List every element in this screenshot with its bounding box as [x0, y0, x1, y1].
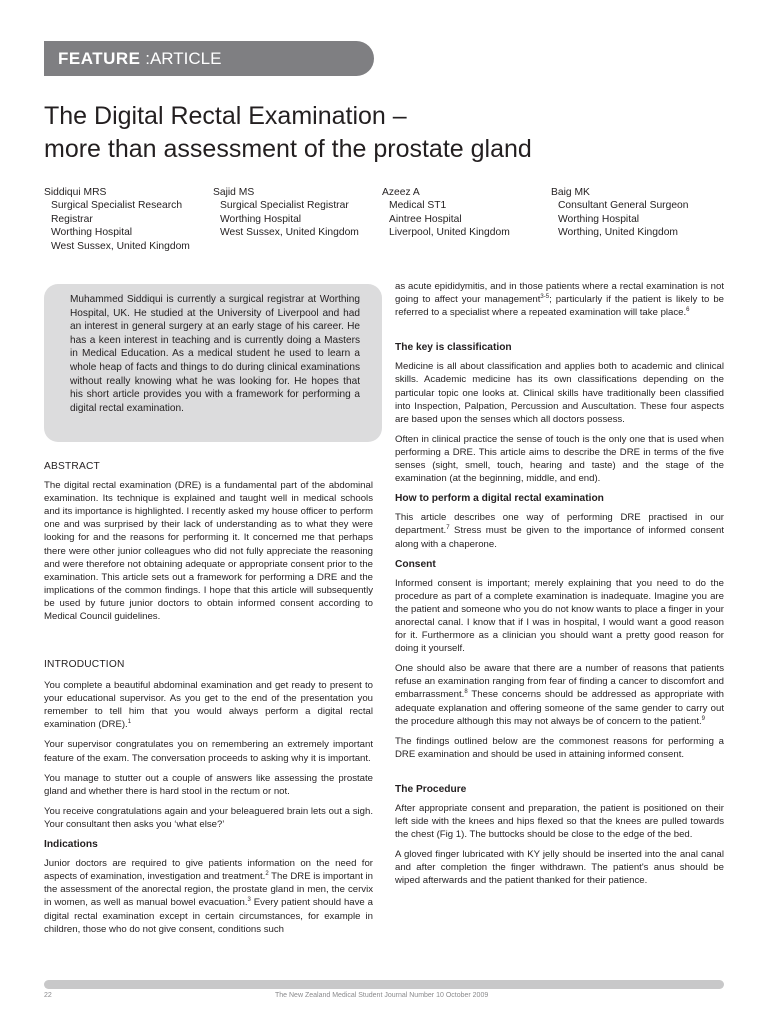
reference-mark: 6: [686, 307, 690, 313]
title-line-2: more than assessment of the prostate gland: [44, 135, 532, 163]
author-affiliation: Surgical Specialist Registrar: [220, 200, 349, 212]
abstract-heading: ABSTRACT: [44, 461, 100, 472]
author-affiliation: Worthing Hospital: [220, 213, 302, 225]
procedure-heading: The Procedure: [395, 783, 467, 795]
journal-name: The New Zealand Medical Student Journal: [275, 992, 408, 999]
banner-article-label: :ARTICLE: [140, 49, 222, 68]
author-affiliation: Registrar: [51, 213, 93, 225]
paragraph: One should also be aware that there are a number of reasons that patients refuse an examination ranging from fear of finding a cancer to discomfort and embarrassment.$^8$ These concerns should be addressed as appropriate with adequate explanation and offering someone of the same gender to carry out the procedure although this may not always be of concern to the patient.$^9$: [395, 663, 724, 727]
paragraph: Informed consent is important; merely explaining that you need to do the procedure as part of a complete examination is inadequate. Imagine you are the patient and someone who you do not know wants to place a finger in your anorectal canal. I know that if I was in hospital, I would want a good reason for it. Furthermore as a clinician you should want a pretty good reason for doing it yourself.: [395, 577, 724, 655]
indications-heading: Indications: [44, 839, 98, 851]
page-number: 22: [44, 992, 52, 999]
abstract-section: [44, 460, 373, 630]
author-block: [551, 186, 689, 240]
reference-mark: 8: [464, 689, 468, 696]
paragraph: Your supervisor congratulates you on remembering an extremely important feature of the exam. The conversation proceeds to asking why it is important.: [44, 739, 373, 764]
author-block: [44, 186, 190, 253]
abstract-text: The digital rectal examination (DRE) is a fundamental part of the abdominal examination. Its technique is explained and taught well in medical schools and its importance is highlighted. I recently asked my house officer to perform one and was surprised by their lack of understanding as to what they were looking for and the reasons for performing it. It concerned me that perhaps there were other junior colleagues who did not fully appreciate the reasoning and were therefore not obtaining adequate or appropriate consent prior to the examination. This article sets out a framework for performing a DRE and the implications of the common findings. I hope that this article will subsequently be used by future junior doctors to obtain informed consent according to Medical Council guidelines.: [44, 480, 373, 623]
paragraph: Medicine is all about classification and applies both to academic and clinical skills. Academic medicine has its own classifications depending on the particular topic one looks at. Clinical skills have traditionally been classified into Inspection, Palpation, Percussion and Auscultation. These four aspects are based upon the senses which all doctors possess.: [395, 361, 724, 425]
author-affiliation: West Sussex, United Kingdom: [220, 227, 359, 239]
paragraph: After appropriate consent and preparation, the patient is positioned on their left side with the knees and hips flexed so that the knees are pulled towards the chest (Fig 1). The buttocks should be close to the edge of the bed.: [395, 803, 724, 841]
author-affiliation: Surgical Specialist Research: [51, 200, 183, 212]
author-affiliation: Liverpool, United Kingdom: [389, 227, 510, 239]
article-title: [44, 100, 724, 166]
right-column: [395, 280, 724, 895]
reference-mark: 9: [701, 715, 706, 722]
author-block: [382, 186, 510, 240]
reference-mark: 3: [247, 897, 251, 904]
author-bio-box: [44, 284, 382, 442]
paragraph: You receive congratulations again and your beleaguered brain lets out a sigh. Your consultant then asks you ‘what else?’: [44, 805, 373, 830]
author-affiliation: Aintree Hospital: [389, 213, 462, 225]
author-bio-text: Muhammed Siddiqui is currently a surgical registrar at Worthing Hospital, UK. He studied at the University of Liverpool and had an interest in general surgery at an early stage of his career. He has a keen interest in teaching and is currently doing a Masters in Medical Education. As a medical student he used to learn a whole heap of facts and things to do during clinical examinations without really knowing what he was looking for. He hopes that his short article provides you with a framework for performing a digital rectal examination.: [70, 294, 360, 414]
footer-bar: [44, 980, 724, 989]
reference-mark: 7: [446, 525, 450, 532]
howto-heading: How to perform a digital rectal examination: [395, 493, 604, 505]
paragraph: Junior doctors are required to give patients information on the need for aspects of examination, investigation and treatment.$^2$ The DRE is important in the assessment of the anorectal region, the prostate gland in men, the cervix in women, as well as manual bowel evacuation.$^3$ Every patient should have a digital rectal examination except in certain circumstances, for example in children, those who do not give consent, conditions such: [44, 858, 373, 935]
paragraph: A gloved finger lubricated with KY jelly should be inserted into the anal canal and after completion the finger withdrawn. The patient's anus should be wiped afterwards and the patient thanked for their patience.: [395, 849, 724, 887]
reference-mark: 3-5: [540, 293, 550, 300]
consent-heading: Consent: [395, 558, 436, 570]
journal-issue: Number 10 October 2009: [407, 992, 489, 999]
reference-mark: 2: [265, 871, 269, 878]
classification-heading: The key is classification: [395, 342, 512, 354]
paragraph: Often in clinical practice the sense of touch is the only one that is used when performing a DRE. This article aims to describe the DRE in terms of the five senses (sight, smell, touch, hearing and taste) and the stage of the examination (at the beginning, middle, and end).: [395, 433, 724, 485]
introduction-section: [44, 658, 373, 943]
author-name: Azeez A: [382, 187, 420, 198]
journal-footer: [275, 992, 488, 999]
author-affiliation: West Sussex, United Kingdom: [51, 240, 190, 252]
paragraph: as acute epididymitis, and in those patients where a rectal examination is not going to affect your management$^{3-5}$; particularly if the patient is likely to be referred to a specialist where a repeated examination will take place.$^6$: [395, 281, 724, 319]
banner-feature-label: FEATURE: [58, 49, 141, 68]
author-block: [213, 186, 359, 240]
paragraph: This article describes one way of performing DRE practised in our department.$^7$ Stress must be given to the importance of informed consent along with a chaperone.: [395, 512, 724, 550]
paragraph: The findings outlined below are the commonest reasons for performing a DRE examination and should be used in attaining informed consent.: [395, 735, 724, 760]
author-affiliation: Medical ST1: [389, 200, 447, 212]
paragraph: You complete a beautiful abdominal examination and get ready to present to your educational supervisor. As you get to the end of the presentation you remember to tell him that you would always perform a digital rectal examination (DRE).$^1$: [44, 680, 373, 731]
title-line-1: The Digital Rectal Examination –: [44, 102, 407, 130]
author-name: Sajid MS: [213, 187, 255, 198]
author-name: Siddiqui MRS: [44, 187, 107, 198]
introduction-heading: INTRODUCTION: [44, 659, 125, 670]
reference-mark: 1: [127, 719, 132, 726]
author-affiliation: Worthing Hospital: [558, 213, 640, 225]
author-affiliation: Worthing Hospital: [51, 227, 133, 239]
paragraph: You manage to stutter out a couple of answers like assessing the prostate gland and whether there is hard stool in the rectum or not.: [44, 772, 373, 797]
author-name: Baig MK: [551, 187, 590, 198]
feature-banner: [44, 41, 374, 76]
author-affiliation: Worthing, United Kingdom: [558, 227, 679, 239]
author-affiliation: Consultant General Surgeon: [558, 200, 689, 212]
